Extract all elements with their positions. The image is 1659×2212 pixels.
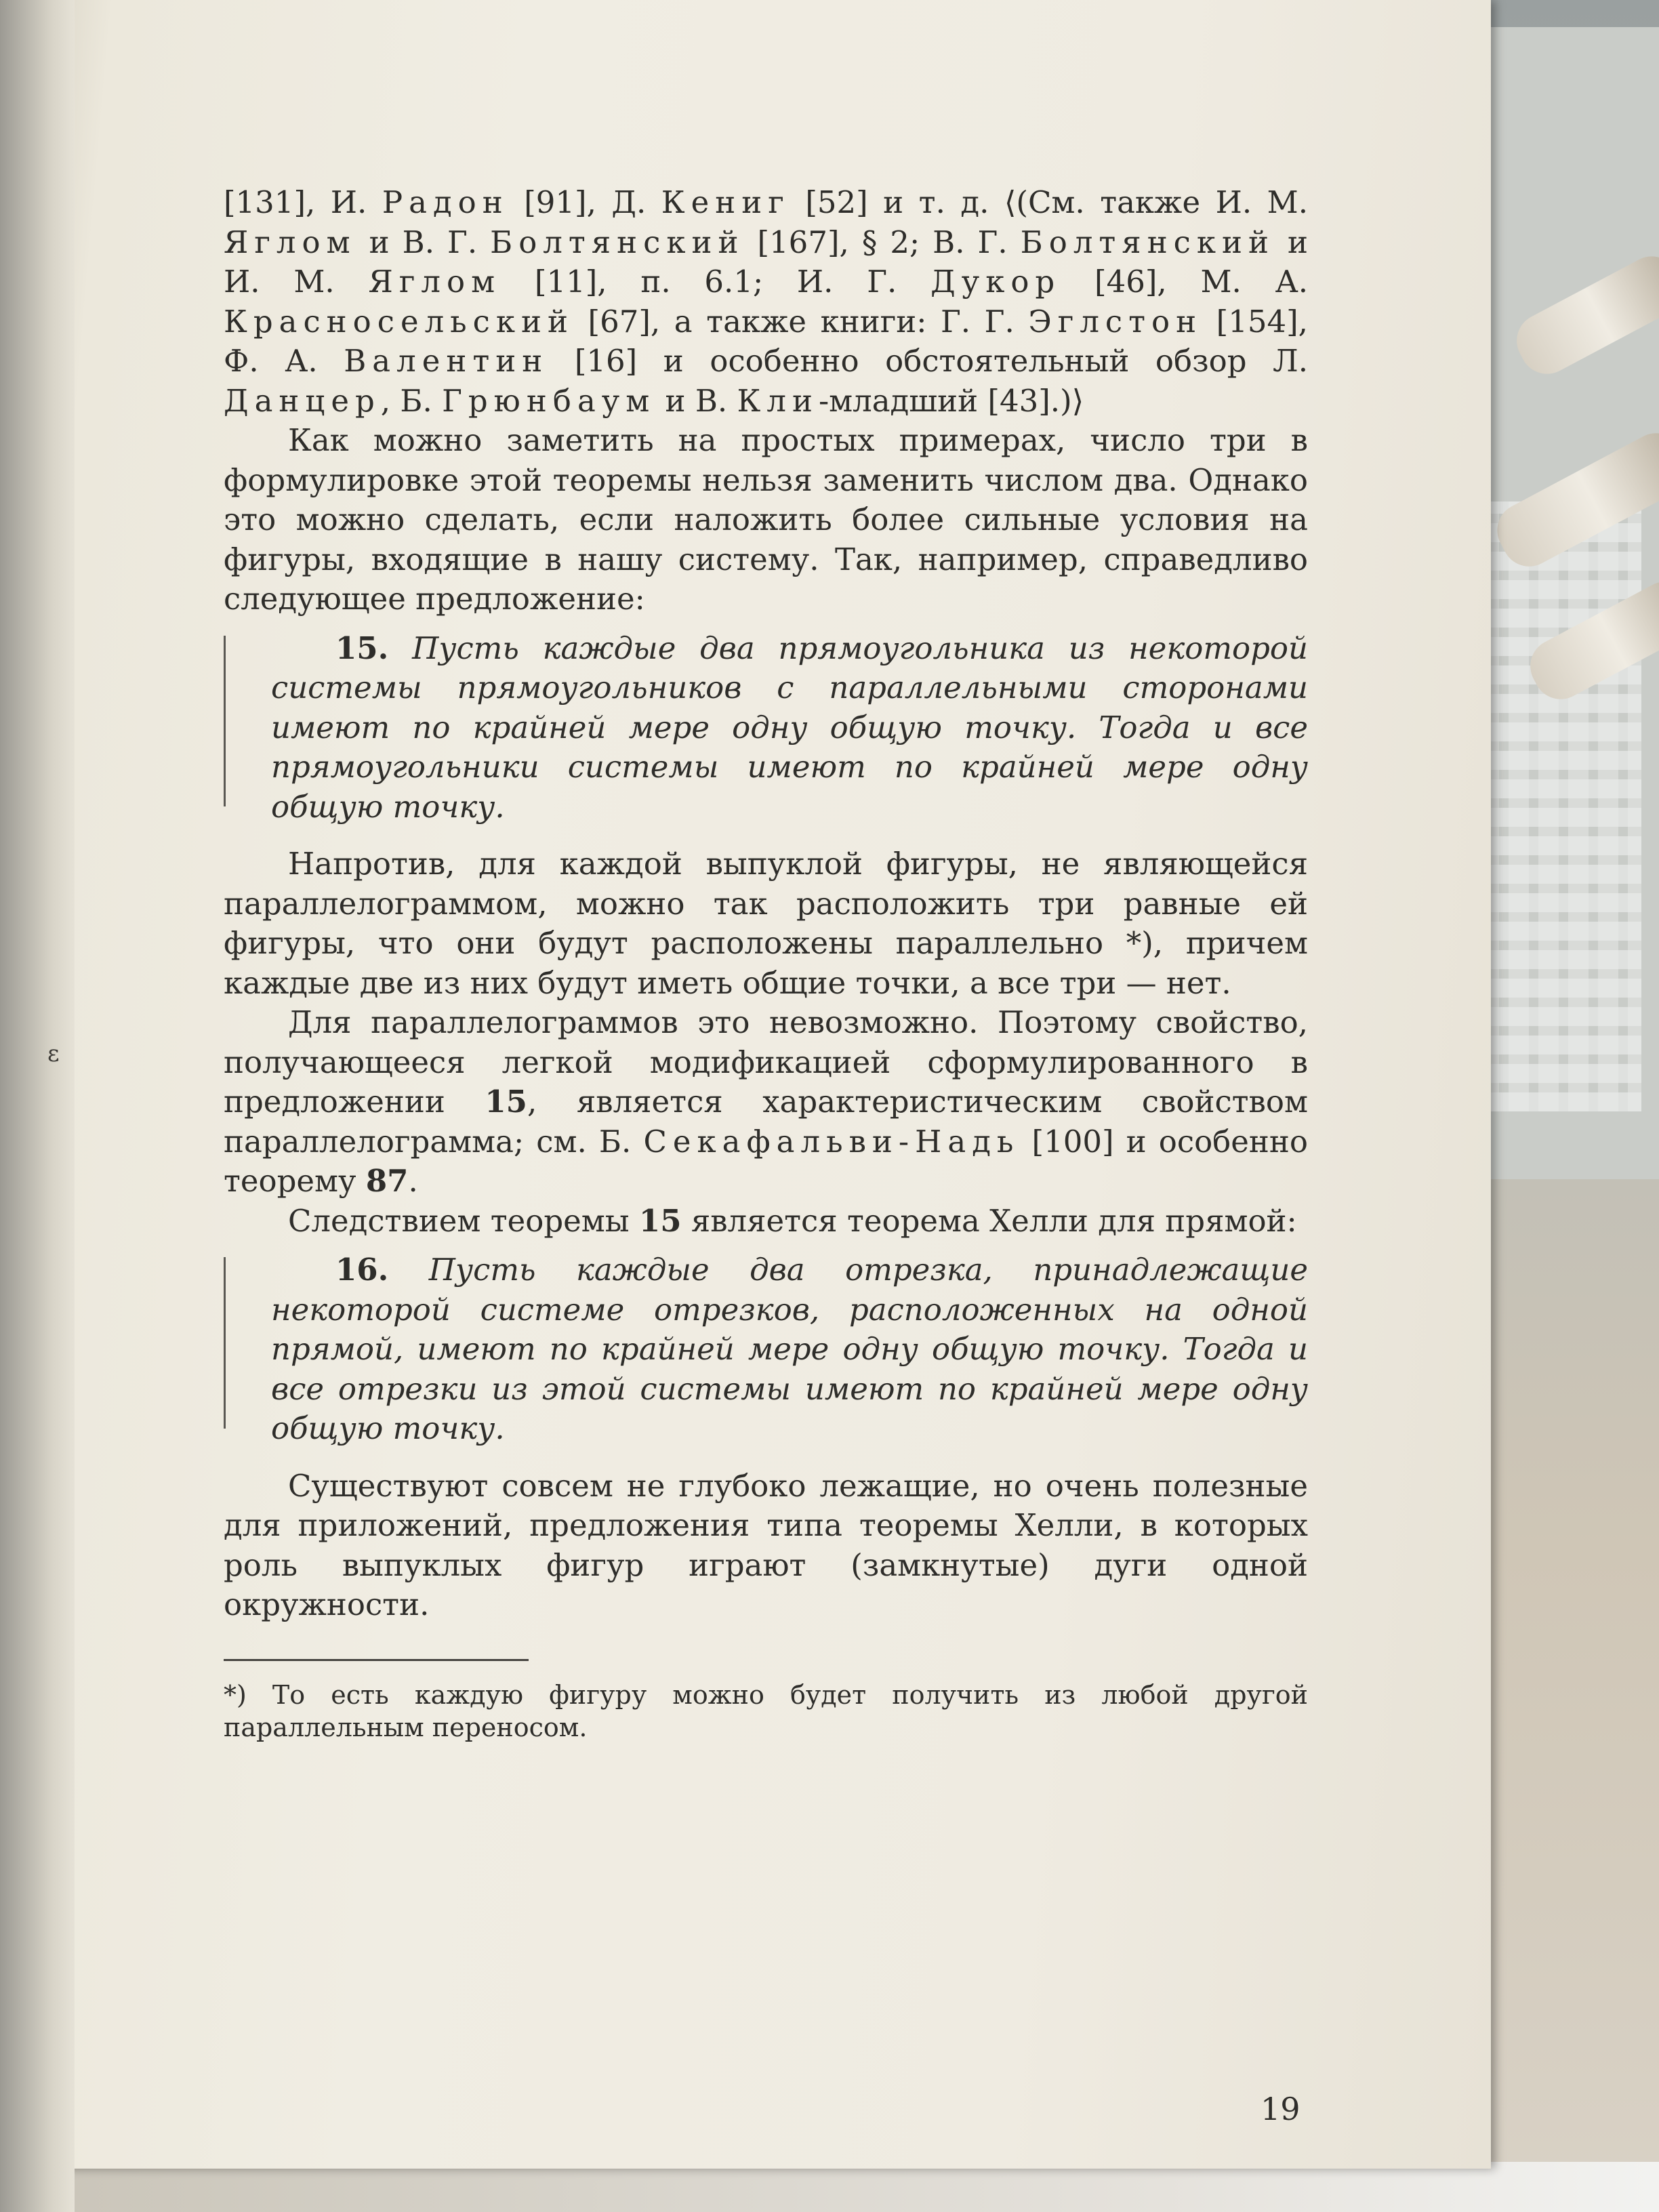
paragraph — [224, 1003, 1308, 1202]
text-run: . — [408, 1163, 418, 1199]
text-run: [131], И. — [224, 184, 382, 220]
theorem-bar — [224, 1257, 226, 1429]
text-run: [167], § 2; В. Г. — [744, 224, 1021, 260]
author-name: Эглстон — [1028, 303, 1203, 340]
author-name: Яглом — [368, 264, 501, 300]
text-run: , является характеристическим свойством параллелограмма; см. Б. — [224, 1084, 1308, 1160]
author-name: Болтянский — [490, 224, 745, 260]
theorem-text: Пусть каждые два отрезка, принадлежащие некоторой системе отрезков, расположенных на одной прямой, имеют по крайней мере одну общую точку. Тогда и все отрезки из этой системы имеют по крайней мере одну общую точку. — [271, 1252, 1309, 1446]
text-run: Для параллелограммов это невозможно. Поэтому свойство, получающееся легкой модификацией сформулированного в предложении — [224, 1004, 1308, 1120]
author-name: Валентин — [344, 343, 549, 379]
theorem-16 — [224, 1250, 1308, 1449]
text-run: [52] и т. д. ⟨(См. также И. М. — [790, 184, 1308, 220]
text-run: является теорема Хелли для прямой: — [681, 1202, 1297, 1239]
theorem-body — [271, 629, 1308, 827]
author-name: Кениг — [661, 184, 790, 220]
paragraph: Существуют совсем не глубоко лежащие, но очень полезные для приложений, предложения типа теоремы Хелли, в которых роль выпуклых фигур играют (замкнутые) дуги одной окружности. — [224, 1467, 1308, 1622]
text-run: [11], п. 6.1; И. Г. — [501, 264, 931, 300]
paragraph: Как можно заметить на простых примерах, число три в формулировке этой теоремы нельзя заменить числом два. Однако это можно сделать, если наложить более сильные условия на фигуры, входящие в нашу систему. Так, например, справедливо следующее предложение: — [224, 422, 1308, 617]
author-name: Кли — [737, 382, 819, 419]
paragraph: Напротив, для каждой выпуклой фигуры, не являющейся параллелограммом, можно так расположить три равные ей фигуры, что они будут расположены параллельно *), причем каждые две из них будут иметь общие точки, а все три — нет. — [224, 846, 1308, 1001]
author-name: Яглом — [224, 224, 356, 260]
theorem-15 — [224, 629, 1308, 827]
theorem-ref: 15 — [638, 1202, 682, 1239]
reference-paragraph — [224, 183, 1308, 421]
text-run: , Б. — [380, 382, 443, 419]
page-text — [224, 183, 1308, 1744]
theorem-body — [271, 1250, 1308, 1449]
theorem-number: 15. — [335, 630, 389, 666]
page-number: 19 — [1261, 2091, 1300, 2127]
author-name: Красносельский — [224, 303, 574, 340]
margin-mark: ε — [47, 1040, 60, 1067]
text-run: [16] и особенно обстоятельный обзор Л. — [548, 343, 1308, 379]
theorem-bar — [224, 636, 226, 807]
author-name: Данцер — [224, 382, 381, 419]
author-name: Радон — [382, 184, 509, 220]
theorem-number: 16. — [335, 1252, 389, 1288]
paragraph — [224, 1202, 1308, 1242]
author-name: Секафальви-Надь — [643, 1123, 1020, 1160]
text-run: [67], а также книги: Г. Г. — [573, 303, 1029, 340]
text-run: и И. М. — [224, 224, 1309, 300]
author-name: Грюнбаум — [442, 382, 656, 419]
text-run: -младший [43].)⟩ — [818, 382, 1084, 419]
text-run: [154], Ф. А. — [224, 303, 1308, 379]
text-run: Следствием теоремы — [288, 1202, 639, 1239]
footnote-divider — [224, 1659, 529, 1661]
theorem-ref: 15 — [485, 1084, 527, 1120]
author-name: Дукор — [930, 264, 1061, 300]
text-run: [91], Д. — [508, 184, 661, 220]
text-run: и В. — [655, 382, 737, 419]
desk-bottom — [0, 2162, 1659, 2212]
footnote: *) То есть каждую фигуру можно будет получить из любой другой параллельным переносом. — [224, 1679, 1308, 1742]
book-gutter — [0, 0, 75, 2212]
theorem-text: Пусть каждые два прямоугольника из некоторой системы прямоугольников с параллельными сторонами имеют по крайней мере одну общую точку. Тогда и все прямоугольники системы имеют по крайней мере одну общую точку. — [271, 630, 1308, 825]
text-run: и В. Г. — [356, 224, 491, 260]
text-run: [100] и особенно теорему — [224, 1123, 1308, 1199]
theorem-ref: 87 — [365, 1163, 409, 1199]
text-run: [46], М. А. — [1061, 264, 1309, 300]
author-name: Болтянский — [1020, 224, 1275, 260]
